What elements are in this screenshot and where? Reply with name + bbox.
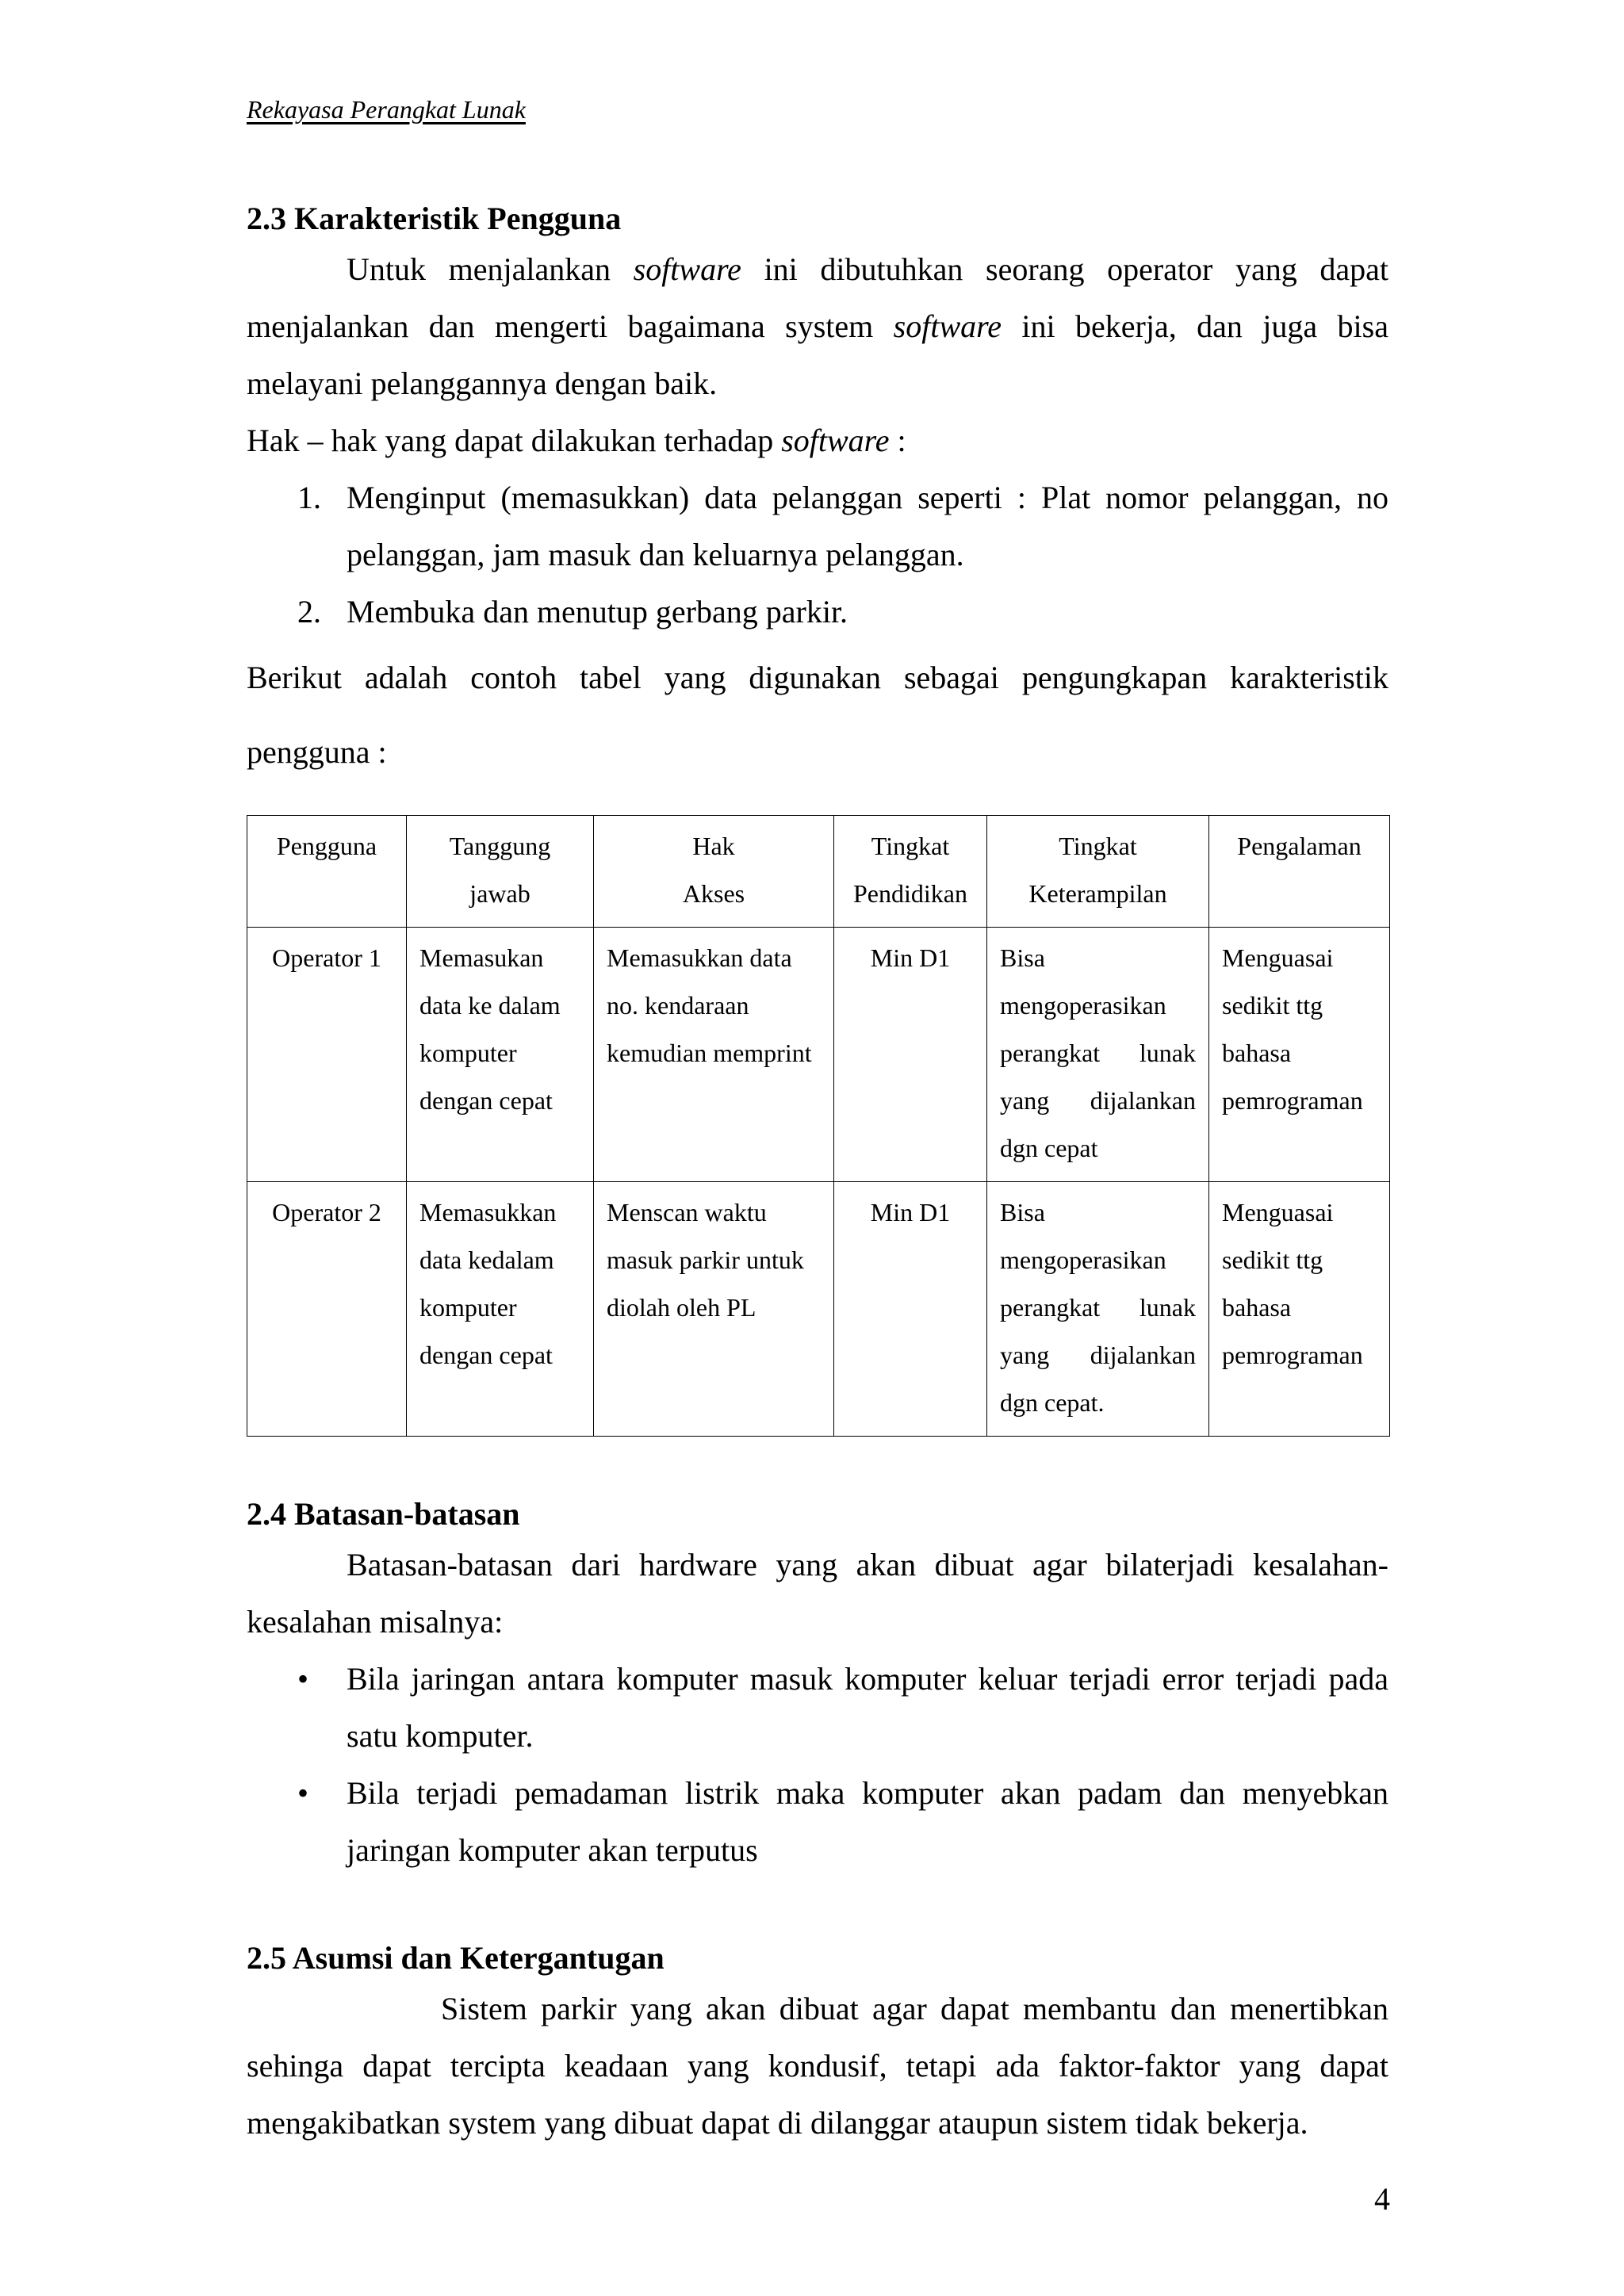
cell-keterampilan: Bisa mengoperasikan perangkat lunak yang dijalankan dgn cepat [987,928,1209,1182]
list-number: 1. [297,480,321,515]
cell-pendidikan: Min D1 [834,1182,987,1437]
cell-hak-akses: Memasukkan data no. kendaraan kemudian memprint [594,928,834,1182]
cell-tanggung-jawab: Memasukan data ke dalam komputer dengan cepat [407,928,594,1182]
list-item-text: Menginput (memasukkan) data pelanggan seperti : Plat nomor pelanggan, no pelanggan, jam masuk dan keluarnya pelanggan. [347,480,1388,572]
section-2-3-paragraph [247,241,1388,412]
text-run: ini dibutuhkan seorang operator yang dapat menjalankan dan mengerti bagaimana system [247,251,1388,344]
section-2-4-paragraph: Batasan-batasan dari hardware yang akan dibuat agar bilaterjadi kesalahan-kesalahan misalnya: [247,1547,1388,1640]
header-line: Hak [692,832,735,860]
col-header-pengguna [247,816,407,928]
section-heading-2-5: 2.5 Asumsi dan Ketergantugan [247,1940,665,1976]
list-item [247,584,1388,641]
header-line: Pengalaman [1237,832,1362,860]
cell-pendidikan: Min D1 [834,928,987,1182]
section-heading-2-3: 2.3 Karakteristik Pengguna [247,201,622,236]
user-characteristics-table [247,815,1390,1437]
italic-term: software [633,251,741,287]
italic-term: software [893,308,1002,344]
text-run: : [889,423,906,458]
table-row [247,928,1390,1182]
section-2-5-paragraph: Sistem parkir yang akan dibuat agar dapat membantu dan menertibkan sehinga dapat tercipta keadaan yang kondusif, tetapi ada faktor-faktor yang dapat mengakibatkan system yang dibuat dapat di dilanggar ataupun sistem tidak bekerja. [247,1991,1388,2141]
running-header: Rekayasa Perangkat Lunak [247,95,526,124]
list-number: 2. [297,594,321,629]
list-item-text: Bila jaringan antara komputer masuk komputer keluar terjadi error terjadi pada satu komputer. [347,1661,1388,1754]
header-line: Tingkat [871,832,950,860]
col-header-tanggung-jawab [407,816,594,928]
section-heading-2-4: 2.4 Batasan-batasan [247,1496,520,1532]
list-item-text: Membuka dan menutup gerbang parkir. [347,594,848,629]
rights-list [247,469,1388,641]
rights-intro [247,412,1388,469]
list-item-text: Bila terjadi pemadaman listrik maka komputer akan padam dan menyebkan jaringan komputer akan terputus [347,1775,1388,1868]
cell-hak-akses: Menscan waktu masuk parkir untuk diolah oleh PL [594,1182,834,1437]
header-line: Tingkat [1059,832,1137,860]
page-content [247,197,1388,2152]
col-header-tingkat-keterampilan [987,816,1209,928]
col-header-hak-akses [594,816,834,928]
col-header-tingkat-pendidikan [834,816,987,928]
bullet-icon: • [297,1661,309,1697]
constraints-list [247,1651,1388,1879]
table-row [247,1182,1390,1437]
table-header-row [247,816,1390,928]
page-number: 4 [1374,2181,1390,2217]
cell-pengguna: Operator 1 [247,928,407,1182]
header-line: Akses [682,879,745,908]
col-header-pengalaman [1209,816,1390,928]
text-run: Untuk menjalankan [347,251,634,287]
list-item [247,1651,1388,1765]
cell-pengalaman: Menguasai sedikit ttg bahasa pemrograman [1209,1182,1390,1437]
text-run: Hak – hak yang dapat dilakukan terhadap [247,423,782,458]
cell-keterampilan: Bisa mengoperasikan perangkat lunak yang dijalankan dgn cepat. [987,1182,1209,1437]
text-run: ini bekerja, dan juga bisa melayani pelanggannya dengan baik. [247,308,1388,401]
header-line: Pendidikan [853,879,967,908]
header-line: Tanggung [449,832,551,860]
header-line: Keterampilan [1028,879,1167,908]
bullet-icon: • [297,1775,309,1811]
italic-term: software [781,423,890,458]
list-item [247,469,1388,584]
table-intro: Berikut adalah contoh tabel yang digunakan sebagai pengungkapan karakteristik pengguna : [247,660,1388,770]
cell-tanggung-jawab: Memasukkan data kedalam komputer dengan cepat [407,1182,594,1437]
header-line: Pengguna [276,832,377,860]
cell-pengguna: Operator 2 [247,1182,407,1437]
header-line: jawab [469,879,530,908]
list-item [247,1765,1388,1879]
cell-pengalaman: Menguasai sedikit ttg bahasa pemrograman [1209,928,1390,1182]
